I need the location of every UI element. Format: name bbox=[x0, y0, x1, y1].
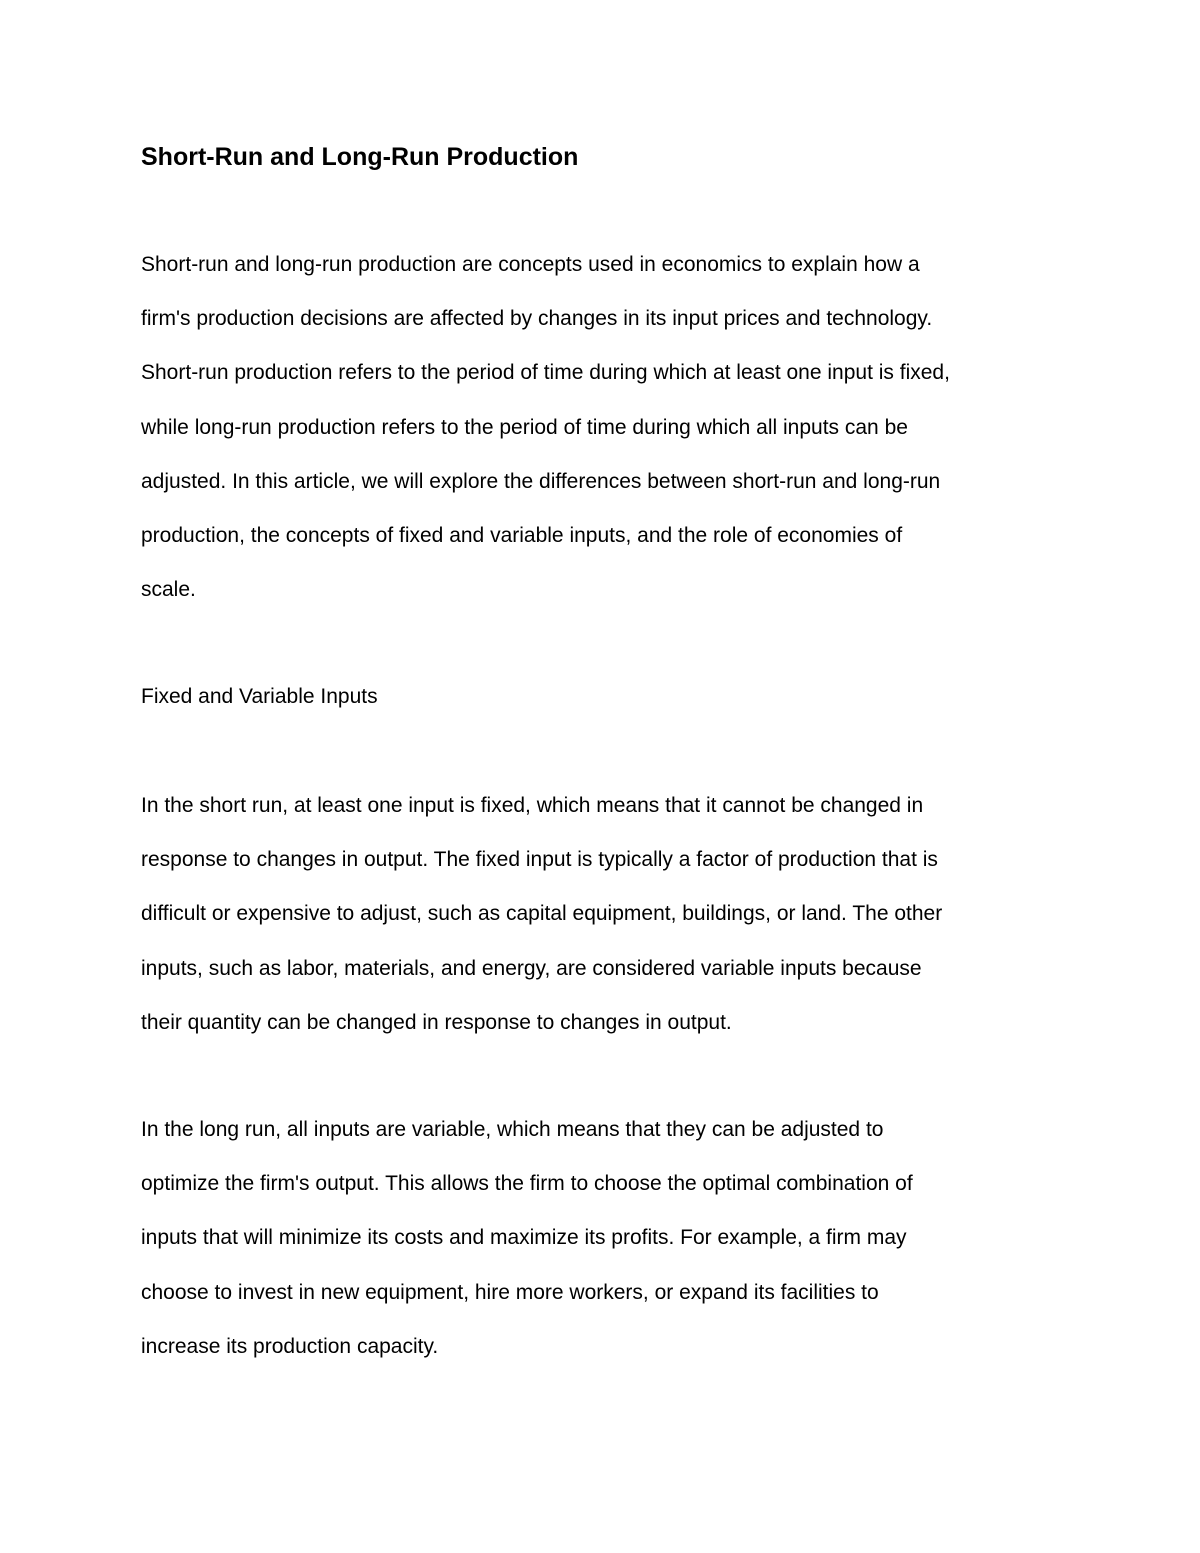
paragraph-line: Short-run and long-run production are concepts used in economics to explain how a bbox=[141, 253, 920, 276]
paragraph-line: increase its production capacity. bbox=[141, 1334, 439, 1358]
paragraph-line: scale. bbox=[141, 578, 196, 602]
paragraph-line: production, the concepts of fixed and variable inputs, and the role of economies of bbox=[141, 524, 903, 548]
paragraph-line: adjusted. In this article, we will explore the differences between short-run and long-run bbox=[141, 469, 941, 493]
paragraph-line: inputs that will minimize its costs and maximize its profits. For example, a firm may bbox=[141, 1226, 907, 1250]
section-heading bbox=[141, 670, 1081, 724]
section-heading-text: Fixed and Variable Inputs bbox=[141, 685, 378, 708]
paragraph-line: inputs, such as labor, materials, and energy, are considered variable inputs because bbox=[141, 956, 922, 980]
paragraph-line: optimize the firm's output. This allows the firm to choose the optimal combination of bbox=[141, 1172, 913, 1196]
document-title: Short-Run and Long-Run Production bbox=[141, 143, 579, 171]
paragraph-line: difficult or expensive to adjust, such as capital equipment, buildings, or land. The other bbox=[141, 902, 943, 926]
paragraph-line: firm's production decisions are affected by changes in its input prices and technology. bbox=[141, 307, 933, 331]
paragraph-line: their quantity can be changed in response to changes in output. bbox=[141, 1010, 732, 1034]
intro-paragraph bbox=[141, 238, 1081, 617]
paragraph-line: while long-run production refers to the period of time during which all inputs can be bbox=[141, 415, 908, 439]
paragraph-line: In the long run, all inputs are variable, which means that they can be adjusted to bbox=[141, 1118, 884, 1141]
long-run-paragraph bbox=[141, 1103, 1081, 1374]
paragraph-line: response to changes in output. The fixed input is typically a factor of production that is bbox=[141, 848, 938, 872]
paragraph-line: choose to invest in new equipment, hire more workers, or expand its facilities to bbox=[141, 1280, 879, 1304]
short-run-paragraph bbox=[141, 779, 1081, 1050]
paragraph-line: In the short run, at least one input is fixed, which means that it cannot be changed in bbox=[141, 794, 924, 817]
paragraph-line: Short-run production refers to the period of time during which at least one input is fixed, bbox=[141, 361, 950, 385]
